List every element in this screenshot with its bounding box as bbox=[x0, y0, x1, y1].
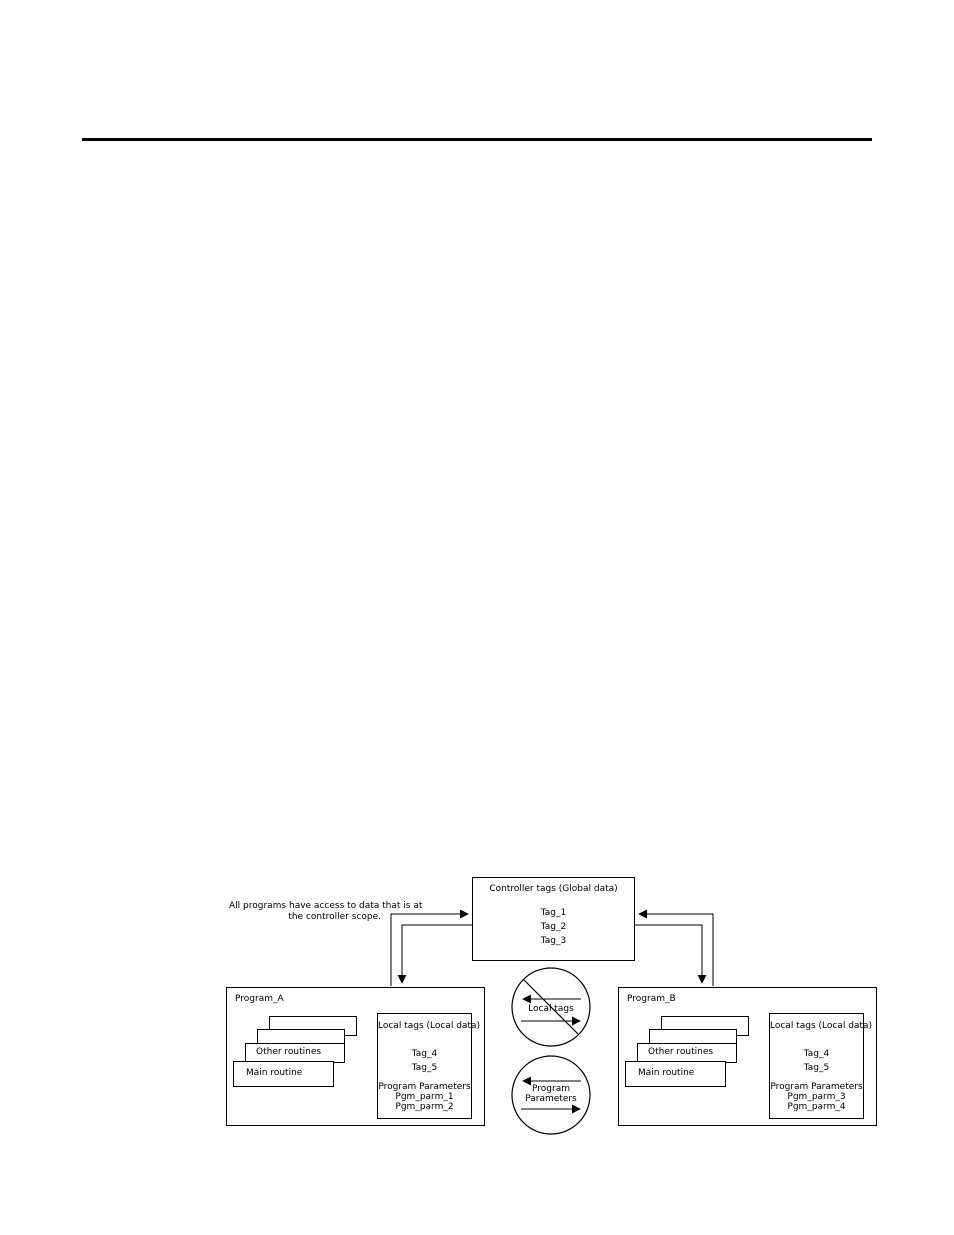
program-b-title: Program_B bbox=[627, 994, 676, 1004]
program-parameters-label-line-2: Parameters bbox=[525, 1094, 577, 1104]
program-a-param-1: Pgm_parm_1 bbox=[395, 1092, 454, 1102]
program-a-param-2: Pgm_parm_2 bbox=[395, 1102, 454, 1112]
local-tags-circle-label: Local tags bbox=[528, 1004, 574, 1014]
controller-tags-title: Controller tags (Global data) bbox=[489, 884, 618, 894]
program-b-other-routines-label: Other routines bbox=[648, 1047, 714, 1057]
note-line-2: the controller scope. bbox=[288, 912, 381, 922]
note-line-1: All programs have access to data that is at bbox=[229, 901, 423, 911]
program-a-local-title: Local tags (Local data) bbox=[378, 1021, 480, 1031]
program-b-tag-4: Tag_4 bbox=[803, 1049, 830, 1059]
program-a-title: Program_A bbox=[235, 994, 284, 1004]
program-a-main-routine-label: Main routine bbox=[246, 1068, 303, 1078]
program-b-local-title: Local tags (Local data) bbox=[770, 1021, 872, 1031]
program-a-params-title: Program Parameters bbox=[378, 1082, 471, 1092]
program-b-tag-5: Tag_5 bbox=[803, 1063, 830, 1073]
program-parameters-label-line-1: Program bbox=[532, 1084, 570, 1094]
program-a-tag-5: Tag_5 bbox=[411, 1063, 438, 1073]
program-b-params-title: Program Parameters bbox=[770, 1082, 863, 1092]
program-b-param-4: Pgm_parm_4 bbox=[787, 1102, 846, 1112]
program-b-param-3: Pgm_parm_3 bbox=[787, 1092, 846, 1102]
controller-tag-1: Tag_1 bbox=[540, 908, 567, 918]
arrow-controller-to-program-b bbox=[635, 925, 702, 983]
controller-tag-2: Tag_2 bbox=[540, 922, 567, 932]
program-a-tag-4: Tag_4 bbox=[411, 1049, 438, 1059]
arrow-controller-to-program-a bbox=[402, 925, 472, 983]
program-a-other-routines-label: Other routines bbox=[256, 1047, 322, 1057]
program-b-main-routine-label: Main routine bbox=[638, 1068, 695, 1078]
controller-tag-3: Tag_3 bbox=[540, 936, 567, 946]
